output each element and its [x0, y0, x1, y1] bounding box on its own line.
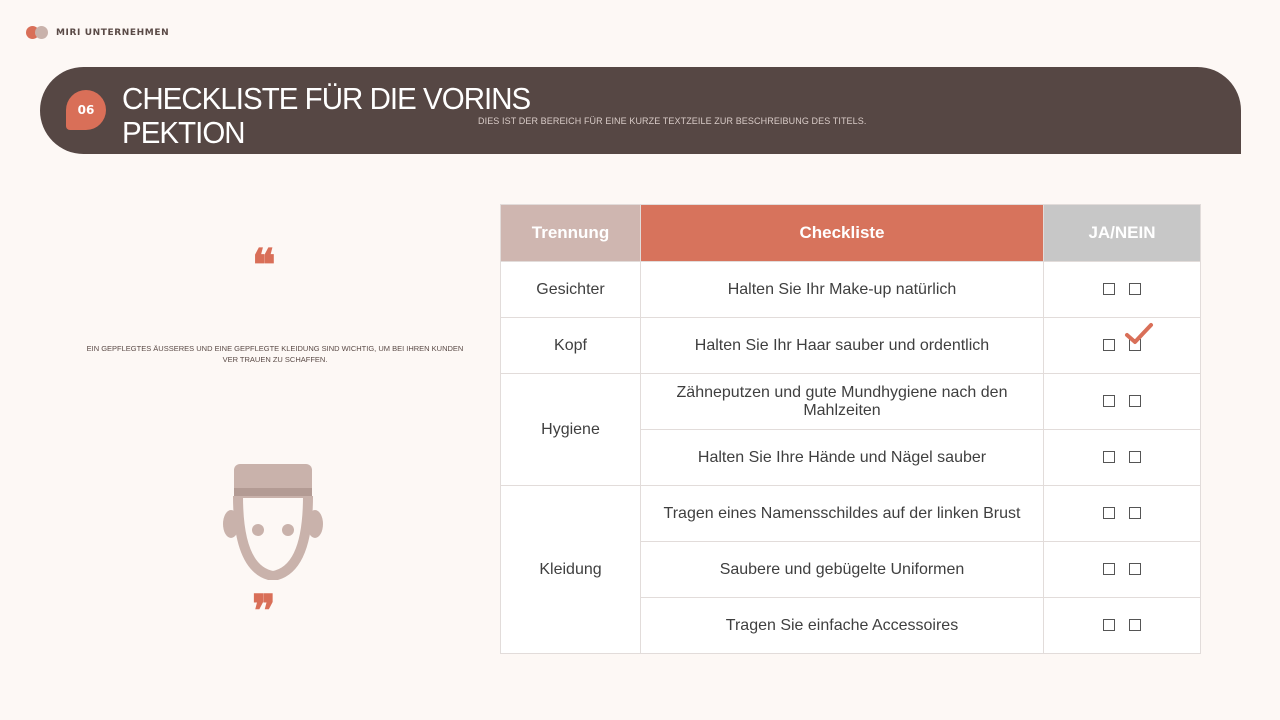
yes-no-cell — [1044, 430, 1201, 486]
yes-no-cell — [1044, 542, 1201, 598]
table-header-row — [501, 205, 1201, 262]
table-row — [501, 374, 1201, 430]
column-header-item: Checkliste — [641, 205, 1044, 262]
checklist-item: Saubere und gebügelte Uniformen — [641, 542, 1044, 598]
column-header-yesno: JA/NEIN — [1044, 205, 1201, 262]
checklist-item: Tragen eines Namensschildes auf der linken Brust — [641, 486, 1044, 542]
brand-name: MIRI UNTERNEHMEN — [56, 27, 170, 38]
close-quote-icon: ❞ — [252, 586, 276, 637]
yes-checkbox[interactable] — [1103, 507, 1115, 519]
no-checkbox[interactable] — [1129, 451, 1141, 463]
no-checkbox[interactable] — [1129, 283, 1141, 295]
table-row — [501, 318, 1201, 374]
yes-no-cell — [1044, 318, 1201, 374]
yes-checkbox[interactable] — [1103, 339, 1115, 351]
brand — [26, 26, 169, 39]
yes-no-cell — [1044, 486, 1201, 542]
checklist-item: Halten Sie Ihre Hände und Nägel sauber — [641, 430, 1044, 486]
column-header-section: Trennung — [501, 205, 641, 262]
checklist-table — [500, 204, 1201, 654]
description-text: EIN GEPFLEGTES ÄUSSERES UND EINE GEPFLEGTE KLEIDUNG SIND WICHTIG, UM BEI IHREN KUNDEN VER TRAUEN ZU SCHAFFEN. — [86, 344, 464, 364]
yes-checkbox[interactable] — [1103, 563, 1115, 575]
checklist-item: Zähneputzen und gute Mundhygiene nach den Mahlzeiten — [641, 374, 1044, 430]
yes-no-cell — [1044, 598, 1201, 654]
no-checkbox[interactable] — [1129, 619, 1141, 631]
no-checkbox[interactable] — [1129, 395, 1141, 407]
table-row — [501, 262, 1201, 318]
group-label: Kopf — [501, 318, 641, 374]
no-checkbox[interactable] — [1129, 507, 1141, 519]
group-label: Kleidung — [501, 486, 641, 654]
table-row — [501, 486, 1201, 542]
page-title: CHECKLISTE FÜR DIE VORINS PEKTION — [122, 81, 531, 150]
yes-checkbox[interactable] — [1103, 619, 1115, 631]
yes-no-cell — [1044, 374, 1201, 430]
open-quote-icon: ❝ — [252, 240, 276, 291]
bellboy-icon — [220, 460, 326, 580]
checkmark-icon — [1124, 322, 1154, 346]
no-checkbox[interactable] — [1129, 563, 1141, 575]
yes-checkbox[interactable] — [1103, 283, 1115, 295]
yes-checkbox[interactable] — [1103, 451, 1115, 463]
checklist-item: Halten Sie Ihr Haar sauber und ordentlich — [641, 318, 1044, 374]
checklist-item: Tragen Sie einfache Accessoires — [641, 598, 1044, 654]
yes-no-cell — [1044, 262, 1201, 318]
page-subtitle: DIES IST DER BEREICH FÜR EINE KURZE TEXTZEILE ZUR BESCHREIBUNG DES TITELS. — [478, 116, 867, 126]
section-number-badge: 06 — [66, 90, 106, 130]
checklist-item: Halten Sie Ihr Make-up natürlich — [641, 262, 1044, 318]
brand-dot-icon — [35, 26, 48, 39]
yes-checkbox[interactable] — [1103, 395, 1115, 407]
group-label: Gesichter — [501, 262, 641, 318]
group-label: Hygiene — [501, 374, 641, 486]
